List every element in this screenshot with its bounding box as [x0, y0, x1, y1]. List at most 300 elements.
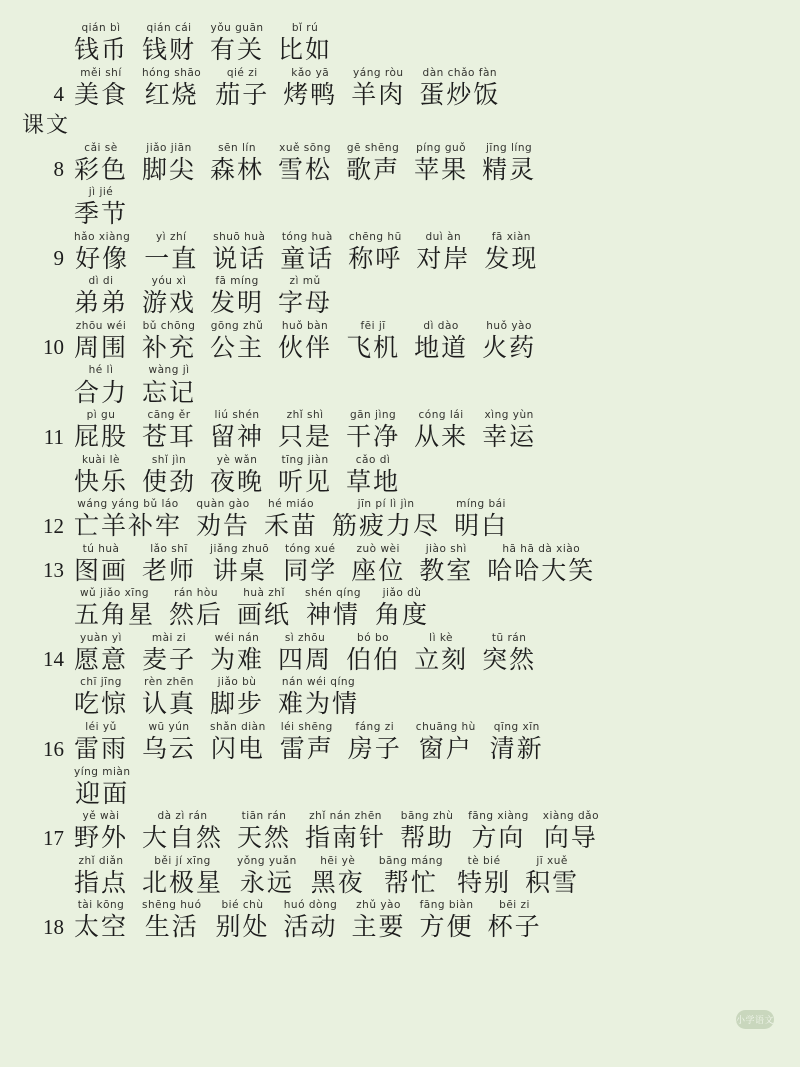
hanzi-text: 主要: [351, 912, 406, 942]
hanzi-text: 帮忙: [383, 867, 438, 897]
pinyin-text: zhǐ nán zhēn: [309, 810, 382, 823]
hanzi-text: 愿意: [74, 644, 129, 674]
pinyin-text: wǔ jiǎo xīng: [79, 587, 150, 600]
vocabulary-word: [210, 543, 269, 587]
pinyin-text: jiǎo jiān: [146, 141, 192, 154]
hanzi-text: 黑夜: [310, 867, 365, 897]
vocabulary-word: [420, 899, 474, 943]
vocabulary-word: [487, 543, 595, 587]
hanzi-text: 草地: [346, 466, 401, 496]
vocabulary-word: [142, 632, 196, 676]
hanzi-text: 忘记: [142, 377, 197, 407]
vocabulary-word: [142, 855, 223, 899]
vocabulary-word: [210, 409, 264, 453]
pinyin-text: duì àn: [425, 230, 462, 243]
lesson-number: 13: [43, 558, 64, 583]
hanzi-text: 吃惊: [74, 689, 129, 719]
vocabulary-word: [74, 676, 128, 720]
word-row: [18, 810, 782, 854]
pinyin-text: bǐ rú: [291, 22, 319, 34]
vocabulary-word: [74, 498, 182, 542]
vocabulary-word: [142, 67, 201, 111]
hanzi-text: 迎面: [75, 778, 130, 808]
hanzi-text: 精灵: [482, 154, 537, 184]
section-label-kewen: 课文: [22, 113, 71, 139]
hanzi-text: 雷雨: [74, 734, 129, 763]
word-group: [74, 409, 550, 453]
vocabulary-word: [490, 721, 544, 765]
lesson-number: [18, 314, 74, 319]
vocabulary-word: [74, 899, 128, 943]
vocabulary-word: [468, 810, 529, 854]
vocabulary-word: [346, 409, 400, 453]
pinyin-text: shǐ jìn: [151, 453, 187, 466]
vocabulary-word: [210, 320, 264, 364]
lesson-number: 14: [43, 647, 64, 672]
vocabulary-word: [482, 320, 536, 364]
vocabulary-word: [237, 855, 297, 899]
vocabulary-word: [74, 632, 128, 676]
vocabulary-word: [142, 22, 196, 66]
word-row: [18, 766, 782, 810]
hanzi-text: 难为情: [278, 689, 360, 719]
vocabulary-word: [482, 632, 536, 676]
vocabulary-word: [142, 721, 196, 765]
hanzi-text: 公主: [210, 332, 265, 362]
word-group: [74, 676, 373, 720]
hanzi-text: 然后: [169, 600, 224, 630]
vocabulary-word: [414, 142, 468, 186]
pinyin-text: shén qíng: [305, 587, 362, 600]
word-row: [18, 632, 782, 676]
word-group: [74, 142, 550, 186]
vocabulary-word: [74, 364, 128, 408]
hanzi-text: 干净: [346, 422, 401, 452]
pinyin-text: yíng miàn: [74, 765, 131, 778]
hanzi-text: 听见: [278, 466, 333, 496]
vocabulary-word: [74, 766, 131, 810]
vocabulary-word: [332, 498, 440, 542]
pinyin-text: zhōu wéi: [75, 319, 127, 332]
pinyin-text: xìng yùn: [484, 409, 534, 421]
word-group: [74, 231, 552, 275]
hanzi-text: 积雪: [525, 867, 580, 897]
vocabulary-word: [284, 899, 338, 943]
pinyin-text: sì zhōu: [284, 631, 326, 644]
pinyin-text: huǒ yào: [486, 319, 532, 332]
hanzi-text: 哈哈大笑: [487, 555, 596, 585]
vocabulary-word: [74, 186, 128, 230]
pinyin-text: chēng hū: [348, 230, 402, 243]
vocabulary-word: [74, 22, 128, 66]
hanzi-text: 脚尖: [142, 154, 197, 184]
vocabulary-word: [74, 231, 130, 275]
hanzi-text: 太空: [74, 912, 129, 942]
vocabulary-word: [210, 142, 264, 186]
hanzi-text: 方向: [471, 823, 526, 853]
hanzi-text: 使劲: [142, 466, 197, 496]
hanzi-text: 窗户: [418, 734, 473, 763]
vocabulary-word: [346, 454, 400, 498]
hanzi-text: 活动: [283, 912, 338, 942]
word-row: [18, 231, 782, 275]
watermark-badge: 小学语文: [736, 1010, 774, 1029]
vocabulary-word: [351, 67, 405, 111]
pinyin-text: jī xuě: [536, 854, 568, 867]
pinyin-text: bǔ chōng: [142, 319, 196, 332]
vocabulary-word: [74, 409, 128, 453]
hanzi-text: 老师: [142, 555, 197, 585]
hanzi-text: 脚步: [210, 689, 265, 719]
hanzi-text: 别处: [215, 912, 270, 942]
word-group: [74, 766, 145, 810]
lesson-number: 16: [43, 736, 64, 761]
pinyin-text: nán wéi qíng: [281, 676, 356, 689]
vocabulary-word: [142, 275, 196, 319]
vocabulary-word: [346, 320, 400, 364]
word-row: [18, 454, 782, 498]
hanzi-text: 五角星: [74, 600, 156, 630]
word-group: [74, 899, 556, 943]
pinyin-text: jiǎo dù: [382, 587, 422, 600]
lesson-number: [18, 492, 74, 497]
pinyin-text: jiǎo bù: [217, 676, 257, 689]
hanzi-text: 字母: [278, 288, 333, 318]
hanzi-text: 幸运: [482, 422, 537, 452]
hanzi-text: 夜晚: [210, 466, 265, 496]
hanzi-text: 明白: [454, 511, 509, 541]
hanzi-text: 禾苗: [264, 511, 319, 541]
vocabulary-word: [210, 22, 264, 66]
vocabulary-word: [454, 498, 508, 542]
pinyin-text: běi jí xīng: [154, 854, 211, 867]
hanzi-text: 季节: [74, 199, 129, 229]
pinyin-text: wáng yáng bǔ láo: [77, 498, 179, 511]
vocabulary-word: [488, 899, 542, 943]
vocabulary-word: [74, 454, 128, 498]
hanzi-text: 野外: [74, 823, 129, 853]
vocabulary-word: [74, 142, 128, 186]
hanzi-text: 童话: [280, 243, 335, 273]
vocabulary-word: [74, 587, 155, 631]
pinyin-text: zhǐ diǎn: [78, 854, 124, 867]
pinyin-text: tú huà: [82, 542, 120, 555]
word-group: [74, 186, 142, 230]
pinyin-text: gōng zhǔ: [210, 319, 264, 332]
vocabulary-word: [215, 67, 269, 111]
pinyin-text: yǒu guān: [210, 22, 264, 34]
pinyin-text: yóu xì: [151, 275, 187, 288]
hanzi-text: 麦子: [142, 644, 197, 674]
pinyin-text: bié chù: [221, 899, 264, 912]
vocabulary-word: [482, 142, 536, 186]
vocabulary-word: [305, 810, 386, 854]
hanzi-text: 苹果: [414, 154, 469, 184]
lesson-number: 9: [53, 246, 64, 271]
hanzi-text: 伯伯: [346, 644, 401, 674]
pinyin-text: xiàng dǎo: [542, 810, 600, 823]
word-row: [18, 721, 782, 765]
hanzi-text: 大自然: [142, 823, 224, 853]
word-row: [18, 543, 782, 587]
hanzi-text: 烤鸭: [283, 79, 338, 109]
hanzi-text: 茄子: [215, 79, 270, 109]
hanzi-text: 座位: [351, 555, 406, 585]
word-row: [18, 320, 782, 364]
vocabulary-word: [237, 587, 291, 631]
word-group: [74, 320, 550, 364]
hanzi-text: 向导: [543, 823, 598, 853]
pinyin-text: léi yǔ: [85, 720, 117, 733]
word-group: [74, 22, 346, 66]
hanzi-text: 比如: [278, 35, 333, 65]
pinyin-text: qián cái: [146, 22, 192, 34]
vocabulary-word: [400, 810, 454, 854]
vocabulary-word: [74, 855, 128, 899]
hanzi-text: 好像: [75, 243, 130, 273]
hanzi-text: 立刻: [414, 644, 469, 674]
lesson-number: [18, 225, 74, 230]
lesson-number: 10: [43, 335, 64, 360]
vocabulary-word: [280, 231, 334, 275]
lesson-number: 12: [43, 513, 64, 538]
vocabulary-word: [414, 409, 468, 453]
vocabulary-word: [419, 543, 473, 587]
lesson-number: [18, 626, 74, 631]
lesson-number: [18, 715, 74, 720]
vocabulary-word: [142, 454, 196, 498]
vocabulary-word: [278, 275, 332, 319]
pinyin-text: dì di: [88, 275, 114, 288]
pinyin-text: yì zhí: [155, 230, 187, 243]
vocabulary-word: [144, 231, 198, 275]
hanzi-text: 发现: [484, 243, 539, 273]
hanzi-text: 认真: [142, 689, 197, 719]
hanzi-text: 特别: [457, 867, 512, 897]
pinyin-text: tài kōng: [77, 899, 125, 912]
pinyin-text: tóng huà: [281, 230, 333, 243]
vocabulary-word: [414, 320, 468, 364]
pinyin-text: yuàn yì: [80, 631, 122, 644]
hanzi-text: 说话: [212, 243, 267, 273]
pinyin-text: liú shén: [214, 409, 260, 421]
vocabulary-word: [375, 587, 429, 631]
pinyin-text: tóng xué: [284, 542, 336, 555]
vocabulary-word: [210, 632, 264, 676]
pinyin-text: qīng xīn: [493, 720, 540, 733]
vocabulary-word: [346, 142, 400, 186]
hanzi-text: 突然: [482, 644, 537, 674]
vocabulary-word: [351, 543, 405, 587]
word-row: [18, 186, 782, 230]
hanzi-text: 羊肉: [351, 79, 406, 109]
pinyin-text: jiào shì: [425, 542, 467, 555]
pinyin-text: gān jìng: [349, 409, 397, 421]
hanzi-text: 有关: [210, 35, 265, 65]
vocabulary-word: [543, 810, 599, 854]
hanzi-text: 杯子: [487, 912, 542, 942]
vocabulary-word: [264, 498, 318, 542]
hanzi-text: 对岸: [416, 243, 471, 273]
vocabulary-word: [169, 587, 223, 631]
pinyin-text: yáng ròu: [353, 66, 404, 79]
hanzi-text: 指南针: [305, 823, 387, 853]
hanzi-text: 称呼: [348, 243, 403, 273]
vocabulary-word: [142, 543, 196, 587]
vocabulary-word: [142, 364, 196, 408]
pinyin-text: hā hā dà xiào: [502, 542, 581, 555]
pinyin-text: kuài lè: [82, 453, 120, 466]
hanzi-text: 发明: [210, 288, 265, 318]
hanzi-text: 彩色: [74, 154, 129, 184]
vocabulary-word: [237, 810, 291, 854]
pinyin-text: hóng shāo: [142, 66, 202, 79]
pinyin-text: dì dào: [423, 319, 459, 332]
pinyin-text: tū rán: [491, 631, 527, 644]
pinyin-text: wéi nán: [214, 631, 260, 644]
hanzi-text: 只是: [278, 422, 333, 452]
pinyin-text: shēng huó: [142, 899, 202, 912]
vocabulary-word: [210, 275, 264, 319]
pinyin-text: míng bái: [456, 498, 506, 511]
pinyin-text: cǎo dì: [355, 453, 391, 466]
pinyin-text: yè wǎn: [216, 453, 258, 466]
pinyin-text: fēi jī: [360, 319, 386, 332]
pinyin-text: fāng biàn: [419, 899, 474, 912]
hanzi-text: 天然: [237, 823, 292, 853]
hanzi-text: 屁股: [74, 422, 129, 452]
vocabulary-word: [482, 409, 536, 453]
pinyin-text: bó bo: [357, 631, 390, 644]
vocabulary-word: [484, 231, 538, 275]
word-row: [18, 498, 782, 542]
hanzi-text: 红烧: [144, 79, 199, 109]
pinyin-text: zuò wèi: [356, 542, 400, 555]
lesson-number: [18, 61, 74, 66]
word-group: [74, 275, 346, 319]
pinyin-text: hēi yè: [320, 854, 356, 867]
pinyin-text: bēi zi: [499, 899, 530, 912]
hanzi-text: 图画: [74, 555, 129, 585]
vocabulary-word: [212, 231, 266, 275]
pinyin-text: dàn chǎo fàn: [422, 66, 498, 79]
vocabulary-word: [74, 320, 128, 364]
hanzi-text: 角度: [375, 600, 430, 630]
word-row: [18, 409, 782, 453]
pinyin-text: wū yún: [148, 720, 190, 733]
hanzi-text: 弟弟: [74, 288, 129, 318]
hanzi-text: 神情: [306, 600, 361, 630]
vocabulary-word: [280, 721, 334, 765]
vocabulary-word: [210, 454, 264, 498]
vocabulary-word: [278, 142, 332, 186]
pinyin-text: tiān rán: [241, 810, 287, 823]
pinyin-text: cǎi sè: [84, 141, 118, 154]
hanzi-text: 补充: [142, 332, 197, 362]
vocabulary-word: [419, 67, 500, 111]
pinyin-text: dà zì rán: [157, 810, 208, 823]
pinyin-text: fáng zi: [355, 720, 395, 733]
vocabulary-word: [74, 275, 128, 319]
hanzi-text: 飞机: [346, 332, 401, 362]
hanzi-text: 房子: [347, 734, 402, 763]
vocabulary-word: [210, 676, 264, 720]
hanzi-text: 地道: [414, 332, 469, 362]
hanzi-text: 乌云: [142, 734, 197, 763]
vocabulary-word: [278, 320, 332, 364]
pinyin-text: tè bié: [467, 854, 501, 867]
pinyin-text: hé miáo: [268, 498, 315, 511]
pinyin-text: bāng máng: [378, 854, 444, 867]
hanzi-text: 为难: [210, 644, 265, 674]
hanzi-text: 一直: [144, 243, 199, 273]
hanzi-text: 劝告: [196, 511, 251, 541]
vocabulary-word: [216, 899, 270, 943]
vocabulary-word: [196, 498, 250, 542]
lesson-number: 18: [43, 914, 64, 939]
vocabulary-word: [416, 231, 470, 275]
lesson-number: 11: [43, 424, 64, 449]
word-row: [18, 899, 782, 943]
hanzi-text: 永远: [239, 867, 294, 897]
hanzi-text: 苍耳: [142, 422, 197, 452]
pinyin-text: fāng xiàng: [468, 810, 529, 823]
hanzi-text: 亡羊补牢: [74, 511, 183, 541]
pinyin-text: jīng líng: [486, 141, 533, 154]
vocabulary-word: [74, 543, 128, 587]
pinyin-text: tīng jiàn: [281, 453, 329, 466]
word-group: [74, 587, 443, 631]
hanzi-text: 四周: [278, 644, 333, 674]
hanzi-text: 筋疲力尽: [332, 511, 441, 541]
pinyin-text: sēn lín: [218, 141, 256, 154]
hanzi-text: 北极星: [142, 867, 224, 897]
pinyin-text: qián bì: [81, 22, 121, 34]
pinyin-text: lǎo shī: [150, 542, 188, 555]
vocabulary-word: [142, 810, 223, 854]
pinyin-text: zhǔ yào: [356, 899, 401, 912]
word-row: [18, 587, 782, 631]
vocabulary-word: [278, 22, 332, 66]
vocabulary-word: [142, 676, 196, 720]
pinyin-text: wàng jì: [148, 364, 190, 377]
hanzi-text: 歌声: [346, 154, 401, 184]
vocabulary-word: [352, 899, 406, 943]
word-row: [18, 676, 782, 720]
pinyin-text: fā xiàn: [491, 230, 531, 243]
vocabulary-word: [348, 721, 402, 765]
lesson-number: 8: [53, 157, 64, 182]
hanzi-text: 指点: [74, 867, 129, 897]
hanzi-text: 教室: [419, 555, 474, 585]
pinyin-text: zì mǔ: [289, 275, 321, 288]
vocabulary-word: [348, 231, 402, 275]
word-group: [74, 632, 550, 676]
word-group: [74, 855, 593, 899]
word-group: [74, 364, 210, 408]
pinyin-text: zhǐ shì: [286, 409, 324, 421]
word-group: [74, 498, 522, 542]
pinyin-text: yǒng yuǎn: [237, 854, 297, 867]
word-group: [74, 810, 613, 854]
hanzi-text: 留神: [210, 422, 265, 452]
vocabulary-word: [278, 676, 359, 720]
hanzi-text: 从来: [414, 422, 469, 452]
pinyin-text: yě wài: [82, 810, 120, 823]
word-group: [74, 721, 558, 765]
pinyin-text: shuō huà: [213, 230, 266, 243]
pinyin-text: lì kè: [429, 631, 453, 644]
